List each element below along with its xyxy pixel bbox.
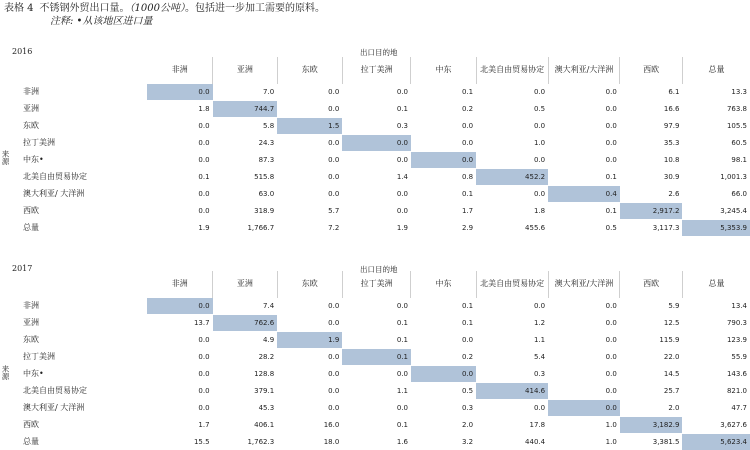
highlighted-cell: 762.6 <box>213 314 278 331</box>
table-cell: 0.0 <box>198 121 210 130</box>
column-header: 拉丁美洲 <box>342 271 411 297</box>
table-cell: 2.0 <box>461 420 474 429</box>
table-cell: 0.0 <box>198 138 210 147</box>
highlighted-cell: 2,917.2 <box>620 202 683 219</box>
row-label: 西欧 <box>23 205 39 215</box>
table-cell: 123.9 <box>726 335 747 344</box>
table-cell: 7.2 <box>328 223 340 232</box>
table-cell: 0.0 <box>396 403 408 412</box>
table-cell: 0.0 <box>396 369 408 378</box>
row-label: 非洲 <box>23 300 39 310</box>
table-cell: 1.4 <box>396 172 408 181</box>
table-cell: 1.7 <box>198 420 210 429</box>
table-row <box>20 202 750 219</box>
table-cell: 87.3 <box>258 155 275 164</box>
corner-cell <box>20 57 147 83</box>
table-cell: 13.4 <box>731 301 747 310</box>
table-cell: 35.3 <box>663 138 680 147</box>
column-header: 西欧 <box>620 271 683 297</box>
highlighted-cell: 0.0 <box>411 151 476 168</box>
row-label: 亚洲 <box>23 317 39 327</box>
table-cell: 1.1 <box>533 335 546 344</box>
table-cell: 318.9 <box>254 206 275 215</box>
table-cell: 0.0 <box>328 172 340 181</box>
table-cell: 105.5 <box>726 121 747 130</box>
table-cell: 515.8 <box>254 172 275 181</box>
table-cell: 47.7 <box>731 403 747 412</box>
row-label: 总量 <box>23 436 39 446</box>
table-cell: 0.1 <box>461 87 474 96</box>
table-cell: 66.0 <box>731 189 747 198</box>
table-row <box>20 348 750 365</box>
table-row <box>20 365 750 382</box>
table-cell: 0.1 <box>461 318 474 327</box>
table-cell: 0.2 <box>461 104 474 113</box>
table-row <box>20 168 750 185</box>
table-cell: 0.5 <box>605 223 617 232</box>
table-cell: 0.0 <box>605 138 617 147</box>
table-cell: 15.5 <box>193 437 210 446</box>
table-cell: 1.0 <box>605 437 617 446</box>
column-header: 非洲 <box>171 279 188 288</box>
table-row <box>20 100 750 117</box>
column-header: 中东 <box>411 271 476 297</box>
highlighted-cell: 0.0 <box>147 83 212 100</box>
table-title-suffix: 。包括进一步加工需要的原料。 <box>185 3 325 14</box>
table-cell: 0.0 <box>328 87 340 96</box>
table-cell: 0.0 <box>198 386 210 395</box>
table-cell: 0.0 <box>198 189 210 198</box>
table-cell: 0.0 <box>198 335 210 344</box>
table-row <box>20 219 750 236</box>
table-cell: 0.0 <box>198 155 210 164</box>
table-row <box>20 151 750 168</box>
table-cell: 1.6 <box>396 437 408 446</box>
table-cell: 25.7 <box>663 386 680 395</box>
table-cell: 1.9 <box>396 223 408 232</box>
table-cell: 0.0 <box>328 189 340 198</box>
table-cell: 1.0 <box>533 138 546 147</box>
table-cell: 0.0 <box>605 87 617 96</box>
table-row <box>20 416 750 433</box>
column-header: 总量 <box>682 57 750 83</box>
table-cell: 1.8 <box>198 104 210 113</box>
table-row <box>20 382 750 399</box>
table-cell: 0.2 <box>461 352 474 361</box>
table-cell: 0.0 <box>328 104 340 113</box>
table-cell: 28.2 <box>258 352 275 361</box>
table-cell: 3,117.3 <box>652 223 680 232</box>
row-label: 拉丁美洲 <box>23 351 55 361</box>
table-cell: 821.0 <box>726 386 747 395</box>
highlighted-cell: 5,353.9 <box>682 219 750 236</box>
table-title: 不锈钢外贸出口量。 <box>39 3 130 14</box>
table-cell: 3.2 <box>461 437 474 446</box>
table-cell: 0.0 <box>533 155 546 164</box>
table-cell: 0.0 <box>328 403 340 412</box>
table-row <box>20 185 750 202</box>
table-cell: 13.3 <box>731 87 747 96</box>
table-cell: 0.0 <box>461 138 474 147</box>
table-cell: 12.5 <box>663 318 680 327</box>
highlighted-cell: 3,182.9 <box>620 416 683 433</box>
table-cell: 0.1 <box>461 189 474 198</box>
table-cell: 0.0 <box>533 301 546 310</box>
table-cell: 0.0 <box>198 369 210 378</box>
table-cell: 0.0 <box>605 104 617 113</box>
table-cell: 379.1 <box>254 386 275 395</box>
row-label: 北美自由贸易协定 <box>23 171 87 181</box>
table-cell: 440.4 <box>525 437 546 446</box>
table-cell: 0.1 <box>461 301 474 310</box>
table-cell: 5.8 <box>263 121 275 130</box>
row-label: 东欧 <box>23 120 39 130</box>
table-cell: 45.3 <box>258 403 275 412</box>
column-header: 非洲 <box>171 65 188 74</box>
table-cell: 3,245.4 <box>720 206 747 215</box>
table-cell: 143.6 <box>726 369 747 378</box>
table-cell: 14.5 <box>663 369 680 378</box>
table-cell: 0.3 <box>533 369 546 378</box>
table-row <box>20 134 750 151</box>
table-cell: 0.0 <box>198 403 210 412</box>
column-header: 亚洲 <box>213 57 278 83</box>
table-cell: 7.0 <box>263 87 275 96</box>
highlighted-cell: 0.0 <box>411 365 476 382</box>
table-cell: 5.7 <box>328 206 340 215</box>
table-cell: 406.1 <box>254 420 275 429</box>
row-label: 北美自由贸易协定 <box>23 385 87 395</box>
table-cell: 0.0 <box>328 138 340 147</box>
highlighted-cell: 414.6 <box>476 382 548 399</box>
table-row <box>20 433 750 450</box>
year-label-2017: 2017 <box>12 264 33 273</box>
highlighted-cell: 452.2 <box>476 168 548 185</box>
column-header: 西欧 <box>620 57 683 83</box>
table-cell: 63.0 <box>258 189 275 198</box>
highlighted-cell: 1.5 <box>277 117 342 134</box>
table-cell: 98.1 <box>731 155 747 164</box>
highlighted-cell: 0.0 <box>548 399 620 416</box>
table-cell: 0.8 <box>461 172 474 181</box>
row-label: 澳大利亚/ 大洋洲 <box>23 402 85 412</box>
table-cell: 18.0 <box>323 437 340 446</box>
table-cell: 24.3 <box>258 138 275 147</box>
table-cell: 0.0 <box>605 369 617 378</box>
table-cell: 0.1 <box>396 335 408 344</box>
highlighted-cell: 0.1 <box>342 348 411 365</box>
column-header: 亚洲 <box>213 271 278 297</box>
table-cell: 4.9 <box>263 335 275 344</box>
table-cell: 0.0 <box>328 301 340 310</box>
table-cell: 0.1 <box>605 206 617 215</box>
table-cell: 0.0 <box>533 87 546 96</box>
table-row <box>20 314 750 331</box>
table-cell: 0.0 <box>461 335 474 344</box>
origin-label-2017: 来源 <box>1 365 10 380</box>
table-cell: 2.9 <box>461 223 474 232</box>
table-row <box>20 83 750 100</box>
column-header: 东欧 <box>277 57 342 83</box>
row-label: 亚洲 <box>23 103 39 113</box>
table-cell: 30.9 <box>663 172 680 181</box>
column-header: 拉丁美洲 <box>342 57 411 83</box>
table-cell: 0.0 <box>328 352 340 361</box>
table-cell: 0.0 <box>396 155 408 164</box>
table-cell: 97.9 <box>663 121 680 130</box>
table-cell: 1,762.3 <box>247 437 275 446</box>
table-cell: 0.0 <box>396 301 408 310</box>
table-cell: 5.9 <box>668 301 680 310</box>
table-cell: 0.0 <box>605 318 617 327</box>
table-cell: 1.2 <box>533 318 546 327</box>
highlighted-cell: 5,623.4 <box>682 433 750 450</box>
table-cell: 1.7 <box>461 206 474 215</box>
row-label: 非洲 <box>23 86 39 96</box>
table-header <box>4 2 325 15</box>
table-cell: 3,381.5 <box>652 437 680 446</box>
table-cell: 0.0 <box>461 121 474 130</box>
table-cell: 0.1 <box>396 420 408 429</box>
table-cell: 0.0 <box>605 155 617 164</box>
table-cell: 0.0 <box>328 386 340 395</box>
trade-matrix-2017 <box>20 271 750 450</box>
table-cell: 0.0 <box>396 189 408 198</box>
row-label: 中东• <box>23 154 44 164</box>
table-cell: 0.1 <box>396 318 408 327</box>
table-cell: 0.0 <box>533 403 546 412</box>
highlighted-cell: 744.7 <box>213 100 278 117</box>
table-cell: 13.7 <box>193 318 210 327</box>
trade-matrix-2016 <box>20 57 750 236</box>
row-label: 东欧 <box>23 334 39 344</box>
table-cell: 0.0 <box>396 87 408 96</box>
table-cell: 790.3 <box>726 318 747 327</box>
table-cell: 0.0 <box>198 352 210 361</box>
year-label-2016: 2016 <box>12 47 33 56</box>
table-cell: 115.9 <box>659 335 680 344</box>
table-cell: 0.1 <box>396 104 408 113</box>
table-cell: 0.0 <box>328 369 340 378</box>
table-cell: 6.1 <box>668 87 680 96</box>
table-cell: 7.4 <box>263 301 275 310</box>
table-cell: 0.0 <box>533 121 546 130</box>
table-row <box>20 399 750 416</box>
table-cell: 1.1 <box>396 386 408 395</box>
table-cell: 0.0 <box>605 335 617 344</box>
column-header-row <box>20 271 750 297</box>
column-header: 东欧 <box>277 271 342 297</box>
table-cell: 16.6 <box>663 104 680 113</box>
table-cell: 5.4 <box>533 352 546 361</box>
table-cell: 1.9 <box>198 223 210 232</box>
table-cell: 0.3 <box>396 121 408 130</box>
highlighted-cell: 1.9 <box>277 331 342 348</box>
table-cell: 0.0 <box>605 386 617 395</box>
destination-label-2017: 出口目的地 <box>360 265 398 274</box>
table-cell: 3,627.6 <box>720 420 747 429</box>
table-cell: 455.6 <box>525 223 546 232</box>
column-header: 澳大利亚/大洋洲 <box>548 271 620 297</box>
table-note: 注释: •从该地区进口量 <box>50 16 153 27</box>
column-header: 澳大利亚/大洋洲 <box>548 57 620 83</box>
table-cell: 1,001.3 <box>720 172 747 181</box>
table-unit: （1000公吨） <box>129 3 185 14</box>
table-cell: 0.5 <box>461 386 474 395</box>
table-cell: 1.8 <box>533 206 546 215</box>
row-label: 中东• <box>23 368 44 378</box>
table-row <box>20 297 750 314</box>
column-header-row <box>20 57 750 83</box>
table-cell: 1,766.7 <box>247 223 275 232</box>
table-cell: 0.0 <box>605 301 617 310</box>
table-cell: 0.0 <box>396 206 408 215</box>
table-cell: 0.0 <box>328 155 340 164</box>
table-cell: 0.1 <box>605 172 617 181</box>
table-cell: 0.0 <box>198 206 210 215</box>
highlighted-cell: 0.4 <box>548 185 620 202</box>
table-cell: 10.8 <box>663 155 680 164</box>
table-cell: 0.5 <box>533 104 546 113</box>
column-header: 北美自由贸易协定 <box>476 271 548 297</box>
table-cell: 1.0 <box>605 420 617 429</box>
highlighted-cell: 0.0 <box>342 134 411 151</box>
table-row <box>20 117 750 134</box>
table-cell: 17.8 <box>529 420 546 429</box>
table-number: 表格 4 <box>4 3 34 14</box>
table-cell: 0.0 <box>533 189 546 198</box>
table-cell: 0.1 <box>198 172 210 181</box>
column-header: 中东 <box>411 57 476 83</box>
table-cell: 0.0 <box>605 352 617 361</box>
origin-label-2016: 来源 <box>1 150 10 165</box>
corner-cell <box>20 271 147 297</box>
destination-label-2016: 出口目的地 <box>360 48 398 57</box>
table-cell: 60.5 <box>731 138 747 147</box>
table-cell: 0.0 <box>328 318 340 327</box>
row-label: 澳大利亚/ 大洋洲 <box>23 188 85 198</box>
table-cell: 0.3 <box>461 403 474 412</box>
table-cell: 55.9 <box>731 352 747 361</box>
row-label: 拉丁美洲 <box>23 137 55 147</box>
row-label: 西欧 <box>23 419 39 429</box>
table-cell: 2.6 <box>668 189 680 198</box>
table-cell: 763.8 <box>726 104 747 113</box>
table-cell: 0.0 <box>605 121 617 130</box>
table-row <box>20 331 750 348</box>
table-cell: 2.0 <box>668 403 680 412</box>
table-cell: 22.0 <box>663 352 680 361</box>
column-header: 北美自由贸易协定 <box>476 57 548 83</box>
table-cell: 16.0 <box>323 420 340 429</box>
highlighted-cell: 0.0 <box>147 297 212 314</box>
table-cell: 128.8 <box>254 369 275 378</box>
row-label: 总量 <box>23 222 39 232</box>
column-header: 总量 <box>682 271 750 297</box>
